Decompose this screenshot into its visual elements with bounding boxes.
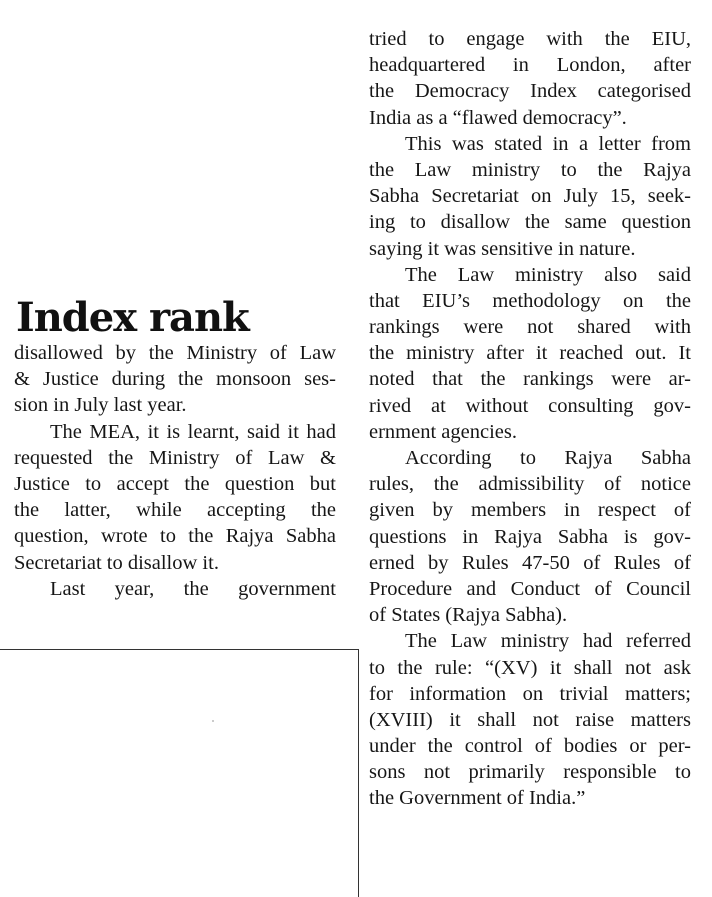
text-line: erned by Rules 47-50 of Rules of [369,551,691,574]
text-line: of States (Rajya Sabha). [369,604,568,627]
text-line: Sabha Secretariat on July 15, seek- [369,185,691,208]
text-line: to the rule: “(XV) it shall not ask [369,656,691,679]
text-line: rived at without consulting gov- [369,394,691,417]
text-line: ernment agencies. [369,420,517,443]
text-line: sion in July last year. [14,394,187,417]
text-line: the latter, while accepting the [14,499,336,522]
headline: Index rank [16,294,249,341]
text-line: tried to engage with the EIU, [369,28,691,50]
text-line: The MEA, it is learnt, said it had [50,420,336,443]
text-line: questions in Rajya Sabha is gov- [369,525,691,548]
text-line: According to Rajya Sabha [405,447,691,469]
print-speck [212,720,214,722]
text-line: given by members in respect of [369,499,691,522]
text-line: ing to disallow the same question [369,211,691,234]
text-line: the ministry after it reached out. It [369,342,691,365]
text-line: Justice to accept the question but [14,472,336,495]
vertical-column-rule [358,649,359,897]
text-line: disallowed by the Ministry of Law [14,342,336,364]
right-text-column [369,26,691,812]
text-line: sons not primarily responsible to [369,761,691,784]
text-line: that EIU’s methodology on the [369,289,691,312]
text-line: Secretariat to disallow it. [14,551,219,574]
text-line: noted that the rankings were ar- [369,368,691,391]
text-line: the Government of India.” [369,787,586,810]
text-line: rankings were not shared with [369,316,691,339]
text-line: requested the Ministry of Law & [14,446,336,469]
text-line: The Law ministry also said [405,263,691,286]
text-line: (XVIII) it shall not raise matters [369,708,691,731]
text-line: & Justice during the monsoon ses- [14,368,336,391]
left-text-column [14,296,336,602]
text-line: Procedure and Conduct of Council [369,577,691,600]
text-line: Last year, the government [50,577,336,600]
left-body [14,340,336,602]
text-line: headquartered in London, after [369,54,691,77]
text-line: The Law ministry had referred [405,630,691,653]
text-line: rules, the admissibility of notice [369,473,691,496]
text-line: India as a “flawed democracy”. [369,106,627,129]
text-line: the Democracy Index categorised [369,80,691,103]
text-line: saying it was sensitive in nature. [369,237,636,260]
text-line: under the control of bodies or per- [369,735,691,758]
horizontal-column-rule [0,649,358,650]
text-line: the Law ministry to the Rajya [369,158,691,181]
text-line: for information on trivial matters; [369,682,691,705]
text-line: question, wrote to the Rajya Sabha [14,525,336,548]
text-line: This was stated in a letter from [405,132,691,155]
